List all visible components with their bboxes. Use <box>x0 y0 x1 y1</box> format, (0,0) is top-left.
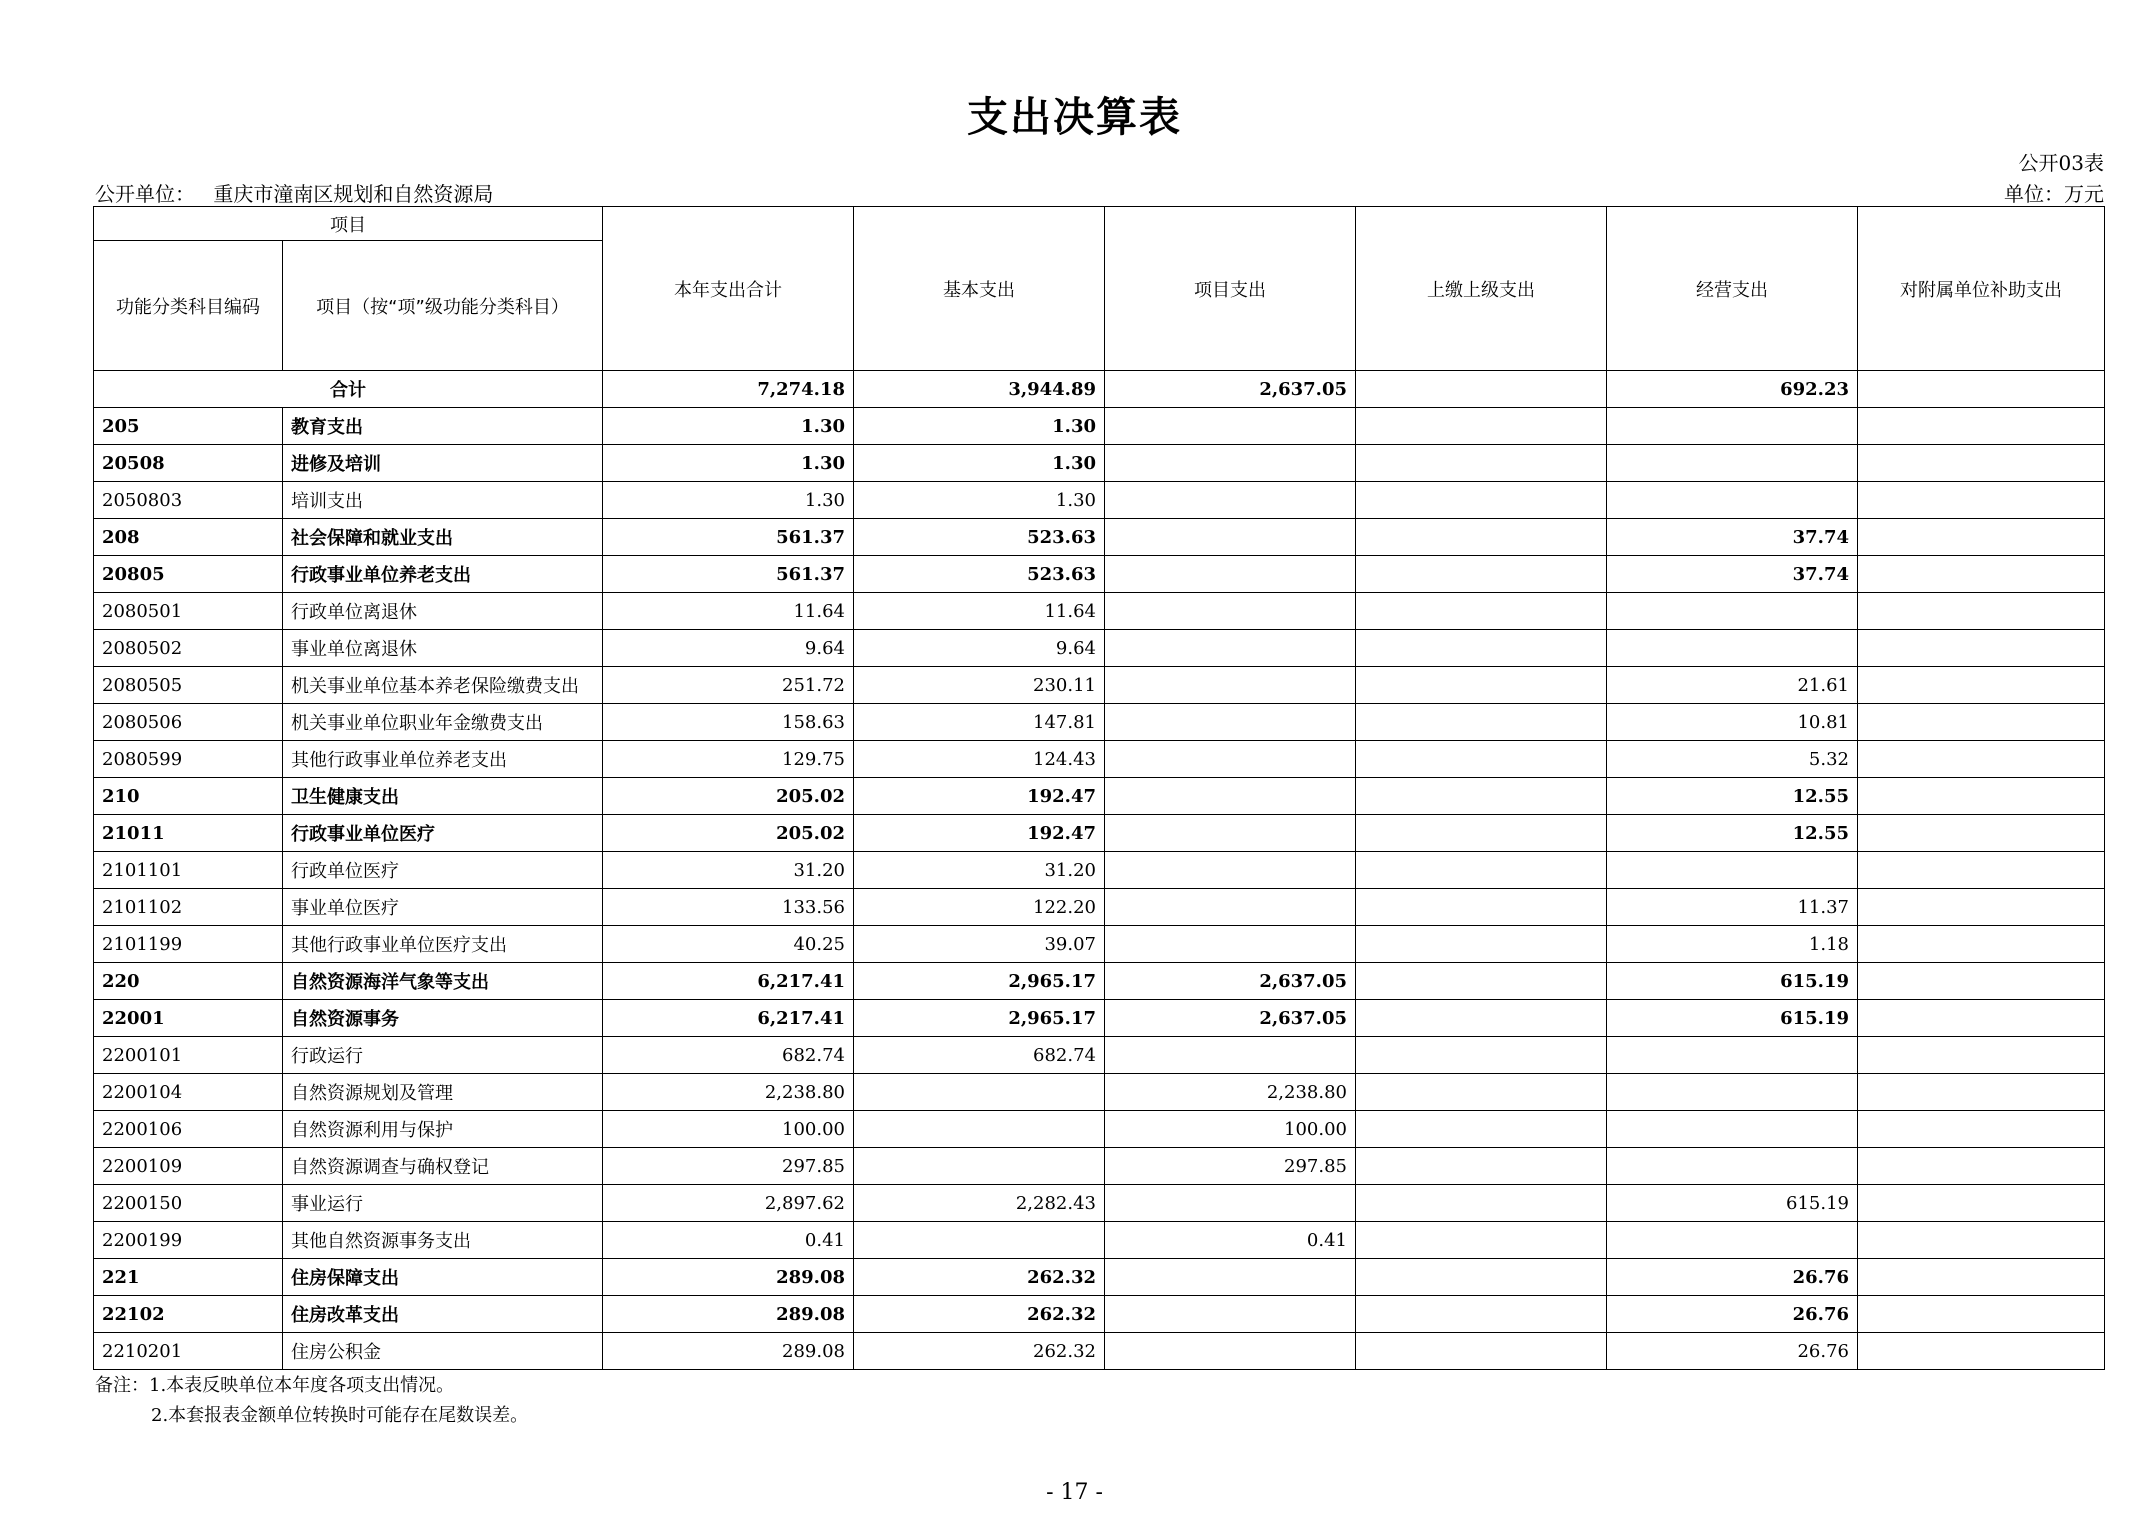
cell-business: 37.74 <box>1607 556 1858 593</box>
cell-basic: 39.07 <box>854 926 1105 963</box>
cell-project <box>1105 815 1356 852</box>
cell-business <box>1607 482 1858 519</box>
cell-subsidy <box>1858 630 2105 667</box>
cell-project <box>1105 926 1356 963</box>
cell-name: 行政运行 <box>283 1037 603 1074</box>
cell-code: 20508 <box>94 445 283 482</box>
total-total: 7,274.18 <box>603 371 854 408</box>
cell-name: 事业单位医疗 <box>283 889 603 926</box>
cell-basic <box>854 1148 1105 1185</box>
cell-code: 2080506 <box>94 704 283 741</box>
cell-total: 205.02 <box>603 815 854 852</box>
table-row <box>94 1185 2105 1222</box>
cell-total: 297.85 <box>603 1148 854 1185</box>
cell-code: 210 <box>94 778 283 815</box>
cell-total: 289.08 <box>603 1296 854 1333</box>
cell-subsidy <box>1858 1333 2105 1370</box>
cell-subsidy <box>1858 704 2105 741</box>
header-basic: 基本支出 <box>854 207 1105 371</box>
cell-project <box>1105 1259 1356 1296</box>
currency-unit: 单位：万元 <box>2004 182 2104 206</box>
cell-upper <box>1356 1185 1607 1222</box>
table-row <box>94 926 2105 963</box>
cell-basic <box>854 1111 1105 1148</box>
cell-total: 561.37 <box>603 519 854 556</box>
cell-business <box>1607 445 1858 482</box>
cell-name: 培训支出 <box>283 482 603 519</box>
cell-basic: 11.64 <box>854 593 1105 630</box>
cell-name: 自然资源海洋气象等支出 <box>283 963 603 1000</box>
cell-code: 221 <box>94 1259 283 1296</box>
cell-subsidy <box>1858 1037 2105 1074</box>
cell-total: 0.41 <box>603 1222 854 1259</box>
cell-business <box>1607 630 1858 667</box>
table-row <box>94 1074 2105 1111</box>
total-project: 2,637.05 <box>1105 371 1356 408</box>
reporting-unit-name: 重庆市潼南区规划和自然资源局 <box>213 182 494 206</box>
cell-name: 自然资源事务 <box>283 1000 603 1037</box>
cell-basic: 124.43 <box>854 741 1105 778</box>
cell-total: 40.25 <box>603 926 854 963</box>
cell-subsidy <box>1858 778 2105 815</box>
cell-code: 2080599 <box>94 741 283 778</box>
cell-upper <box>1356 1000 1607 1037</box>
cell-subsidy <box>1858 1000 2105 1037</box>
header-upper: 上缴上级支出 <box>1356 207 1607 371</box>
cell-project <box>1105 482 1356 519</box>
cell-project <box>1105 630 1356 667</box>
cell-total: 2,238.80 <box>603 1074 854 1111</box>
header-business: 经营支出 <box>1607 207 1858 371</box>
cell-code: 2200104 <box>94 1074 283 1111</box>
cell-code: 2200101 <box>94 1037 283 1074</box>
cell-name: 其他自然资源事务支出 <box>283 1222 603 1259</box>
reporting-unit-label: 公开单位： <box>95 182 195 206</box>
total-basic: 3,944.89 <box>854 371 1105 408</box>
header-project-group: 项目 <box>94 207 603 241</box>
cell-upper <box>1356 1037 1607 1074</box>
cell-basic <box>854 1222 1105 1259</box>
cell-code: 20805 <box>94 556 283 593</box>
cell-upper <box>1356 1111 1607 1148</box>
cell-code: 2050803 <box>94 482 283 519</box>
page-title: 支出决算表 <box>967 93 1182 141</box>
cell-project: 2,637.05 <box>1105 963 1356 1000</box>
cell-business <box>1607 1037 1858 1074</box>
cell-name: 住房公积金 <box>283 1333 603 1370</box>
cell-subsidy <box>1858 889 2105 926</box>
cell-upper <box>1356 593 1607 630</box>
table-row <box>94 445 2105 482</box>
cell-name: 事业单位离退休 <box>283 630 603 667</box>
total-upper <box>1356 371 1607 408</box>
cell-project <box>1105 852 1356 889</box>
cell-business <box>1607 1074 1858 1111</box>
total-subsidy <box>1858 371 2105 408</box>
table-row <box>94 519 2105 556</box>
table-row <box>94 963 2105 1000</box>
cell-name: 行政单位医疗 <box>283 852 603 889</box>
cell-code: 2101102 <box>94 889 283 926</box>
cell-basic: 1.30 <box>854 482 1105 519</box>
cell-project <box>1105 1037 1356 1074</box>
table-row <box>94 482 2105 519</box>
cell-business: 615.19 <box>1607 1000 1858 1037</box>
cell-basic: 1.30 <box>854 445 1105 482</box>
cell-total: 6,217.41 <box>603 1000 854 1037</box>
header-total: 本年支出合计 <box>603 207 854 371</box>
note-2: 2.本套报表金额单位转换时可能存在尾数误差。 <box>151 1405 529 1426</box>
cell-business <box>1607 593 1858 630</box>
cell-code: 205 <box>94 408 283 445</box>
cell-business: 12.55 <box>1607 815 1858 852</box>
cell-upper <box>1356 963 1607 1000</box>
page-number: - 17 - <box>1046 1480 1103 1505</box>
cell-code: 2200150 <box>94 1185 283 1222</box>
cell-basic <box>854 1074 1105 1111</box>
cell-project <box>1105 1296 1356 1333</box>
cell-total: 205.02 <box>603 778 854 815</box>
cell-upper <box>1356 1074 1607 1111</box>
cell-upper <box>1356 778 1607 815</box>
cell-total: 9.64 <box>603 630 854 667</box>
cell-project <box>1105 593 1356 630</box>
cell-total: 1.30 <box>603 482 854 519</box>
cell-total: 6,217.41 <box>603 963 854 1000</box>
table-row <box>94 1222 2105 1259</box>
cell-upper <box>1356 667 1607 704</box>
cell-basic: 2,282.43 <box>854 1185 1105 1222</box>
expenditure-table <box>93 206 2105 1370</box>
cell-business: 12.55 <box>1607 778 1858 815</box>
table-row <box>94 667 2105 704</box>
cell-total: 561.37 <box>603 556 854 593</box>
cell-subsidy <box>1858 408 2105 445</box>
table-row <box>94 1333 2105 1370</box>
cell-project: 100.00 <box>1105 1111 1356 1148</box>
cell-project: 2,238.80 <box>1105 1074 1356 1111</box>
cell-basic: 9.64 <box>854 630 1105 667</box>
cell-project: 2,637.05 <box>1105 1000 1356 1037</box>
cell-business: 26.76 <box>1607 1259 1858 1296</box>
cell-total: 1.30 <box>603 408 854 445</box>
cell-upper <box>1356 852 1607 889</box>
cell-subsidy <box>1858 1222 2105 1259</box>
cell-upper <box>1356 630 1607 667</box>
table-row <box>94 408 2105 445</box>
cell-upper <box>1356 1333 1607 1370</box>
cell-subsidy <box>1858 815 2105 852</box>
cell-subsidy <box>1858 963 2105 1000</box>
cell-subsidy <box>1858 482 2105 519</box>
total-label: 合计 <box>94 371 603 408</box>
cell-subsidy <box>1858 926 2105 963</box>
cell-business: 21.61 <box>1607 667 1858 704</box>
cell-business <box>1607 1111 1858 1148</box>
cell-name: 事业运行 <box>283 1185 603 1222</box>
cell-basic: 230.11 <box>854 667 1105 704</box>
cell-basic: 2,965.17 <box>854 1000 1105 1037</box>
cell-code: 208 <box>94 519 283 556</box>
cell-subsidy <box>1858 852 2105 889</box>
cell-code: 2210201 <box>94 1333 283 1370</box>
cell-business: 26.76 <box>1607 1296 1858 1333</box>
cell-project <box>1105 1333 1356 1370</box>
cell-upper <box>1356 741 1607 778</box>
cell-business: 37.74 <box>1607 519 1858 556</box>
cell-name: 自然资源调查与确权登记 <box>283 1148 603 1185</box>
table-row <box>94 556 2105 593</box>
cell-code: 2101101 <box>94 852 283 889</box>
cell-code: 2080502 <box>94 630 283 667</box>
cell-business: 11.37 <box>1607 889 1858 926</box>
cell-name: 住房保障支出 <box>283 1259 603 1296</box>
cell-code: 21011 <box>94 815 283 852</box>
cell-project <box>1105 519 1356 556</box>
total-business: 692.23 <box>1607 371 1858 408</box>
cell-business <box>1607 1222 1858 1259</box>
cell-total: 158.63 <box>603 704 854 741</box>
cell-total: 682.74 <box>603 1037 854 1074</box>
cell-name: 行政事业单位医疗 <box>283 815 603 852</box>
cell-upper <box>1356 519 1607 556</box>
table-row <box>94 704 2105 741</box>
cell-basic: 682.74 <box>854 1037 1105 1074</box>
cell-subsidy <box>1858 445 2105 482</box>
table-row <box>94 1148 2105 1185</box>
cell-project <box>1105 741 1356 778</box>
cell-name: 机关事业单位职业年金缴费支出 <box>283 704 603 741</box>
table-row <box>94 778 2105 815</box>
total-row <box>94 371 2105 408</box>
cell-total: 1.30 <box>603 445 854 482</box>
cell-upper <box>1356 445 1607 482</box>
cell-total: 129.75 <box>603 741 854 778</box>
cell-basic: 262.32 <box>854 1296 1105 1333</box>
cell-upper <box>1356 926 1607 963</box>
cell-code: 220 <box>94 963 283 1000</box>
cell-business: 10.81 <box>1607 704 1858 741</box>
cell-upper <box>1356 704 1607 741</box>
cell-code: 22102 <box>94 1296 283 1333</box>
table-row <box>94 852 2105 889</box>
cell-upper <box>1356 1259 1607 1296</box>
cell-basic: 262.32 <box>854 1333 1105 1370</box>
cell-name: 社会保障和就业支出 <box>283 519 603 556</box>
cell-name: 行政事业单位养老支出 <box>283 556 603 593</box>
cell-subsidy <box>1858 593 2105 630</box>
cell-name: 教育支出 <box>283 408 603 445</box>
cell-total: 133.56 <box>603 889 854 926</box>
cell-total: 2,897.62 <box>603 1185 854 1222</box>
cell-basic: 2,965.17 <box>854 963 1105 1000</box>
cell-code: 22001 <box>94 1000 283 1037</box>
cell-business: 26.76 <box>1607 1333 1858 1370</box>
cell-subsidy <box>1858 1111 2105 1148</box>
cell-basic: 523.63 <box>854 519 1105 556</box>
cell-total: 100.00 <box>603 1111 854 1148</box>
cell-basic: 192.47 <box>854 815 1105 852</box>
cell-subsidy <box>1858 1296 2105 1333</box>
cell-subsidy <box>1858 667 2105 704</box>
cell-name: 住房改革支出 <box>283 1296 603 1333</box>
cell-basic: 1.30 <box>854 408 1105 445</box>
cell-name: 自然资源规划及管理 <box>283 1074 603 1111</box>
cell-subsidy <box>1858 741 2105 778</box>
table-row <box>94 815 2105 852</box>
cell-total: 251.72 <box>603 667 854 704</box>
cell-name: 其他行政事业单位养老支出 <box>283 741 603 778</box>
cell-project <box>1105 704 1356 741</box>
table-row <box>94 593 2105 630</box>
table-row <box>94 1037 2105 1074</box>
cell-project <box>1105 556 1356 593</box>
table-row <box>94 741 2105 778</box>
table-row <box>94 1259 2105 1296</box>
cell-name: 其他行政事业单位医疗支出 <box>283 926 603 963</box>
cell-subsidy <box>1858 1259 2105 1296</box>
note-1: 备注：1.本表反映单位本年度各项支出情况。 <box>95 1375 455 1396</box>
cell-upper <box>1356 556 1607 593</box>
cell-name: 卫生健康支出 <box>283 778 603 815</box>
cell-project <box>1105 408 1356 445</box>
cell-business: 1.18 <box>1607 926 1858 963</box>
cell-total: 289.08 <box>603 1259 854 1296</box>
cell-total: 11.64 <box>603 593 854 630</box>
cell-total: 289.08 <box>603 1333 854 1370</box>
header-project: 项目支出 <box>1105 207 1356 371</box>
cell-project <box>1105 889 1356 926</box>
cell-business: 5.32 <box>1607 741 1858 778</box>
cell-project: 0.41 <box>1105 1222 1356 1259</box>
cell-upper <box>1356 1222 1607 1259</box>
cell-name: 进修及培训 <box>283 445 603 482</box>
cell-subsidy <box>1858 1074 2105 1111</box>
header-code: 功能分类科目编码 <box>94 241 283 371</box>
cell-upper <box>1356 408 1607 445</box>
notes <box>95 1371 528 1431</box>
table-row <box>94 1296 2105 1333</box>
cell-basic: 262.32 <box>854 1259 1105 1296</box>
cell-subsidy <box>1858 1148 2105 1185</box>
table-row <box>94 1000 2105 1037</box>
cell-project <box>1105 445 1356 482</box>
cell-code: 2101199 <box>94 926 283 963</box>
cell-project <box>1105 1185 1356 1222</box>
cell-code: 2080505 <box>94 667 283 704</box>
cell-project <box>1105 667 1356 704</box>
cell-subsidy <box>1858 1185 2105 1222</box>
cell-name: 行政单位离退休 <box>283 593 603 630</box>
header-subsidy: 对附属单位补助支出 <box>1858 207 2105 371</box>
reporting-unit <box>95 178 493 207</box>
header-name: 项目（按“项”级功能分类科目） <box>283 241 603 371</box>
cell-subsidy <box>1858 519 2105 556</box>
cell-upper <box>1356 1148 1607 1185</box>
cell-upper <box>1356 482 1607 519</box>
cell-code: 2200199 <box>94 1222 283 1259</box>
cell-upper <box>1356 889 1607 926</box>
cell-basic: 147.81 <box>854 704 1105 741</box>
cell-name: 机关事业单位基本养老保险缴费支出 <box>283 667 603 704</box>
cell-subsidy <box>1858 556 2105 593</box>
cell-upper <box>1356 815 1607 852</box>
cell-name: 自然资源利用与保护 <box>283 1111 603 1148</box>
form-code: 公开03表 <box>2018 151 2104 175</box>
cell-basic: 523.63 <box>854 556 1105 593</box>
cell-basic: 122.20 <box>854 889 1105 926</box>
cell-project: 297.85 <box>1105 1148 1356 1185</box>
cell-business <box>1607 1148 1858 1185</box>
cell-code: 2080501 <box>94 593 283 630</box>
cell-upper <box>1356 1296 1607 1333</box>
table-row <box>94 1111 2105 1148</box>
cell-code: 2200109 <box>94 1148 283 1185</box>
cell-business: 615.19 <box>1607 963 1858 1000</box>
table-row <box>94 630 2105 667</box>
cell-basic: 31.20 <box>854 852 1105 889</box>
cell-basic: 192.47 <box>854 778 1105 815</box>
cell-total: 31.20 <box>603 852 854 889</box>
cell-business <box>1607 852 1858 889</box>
cell-project <box>1105 778 1356 815</box>
cell-business: 615.19 <box>1607 1185 1858 1222</box>
table-row <box>94 889 2105 926</box>
cell-business <box>1607 408 1858 445</box>
cell-code: 2200106 <box>94 1111 283 1148</box>
